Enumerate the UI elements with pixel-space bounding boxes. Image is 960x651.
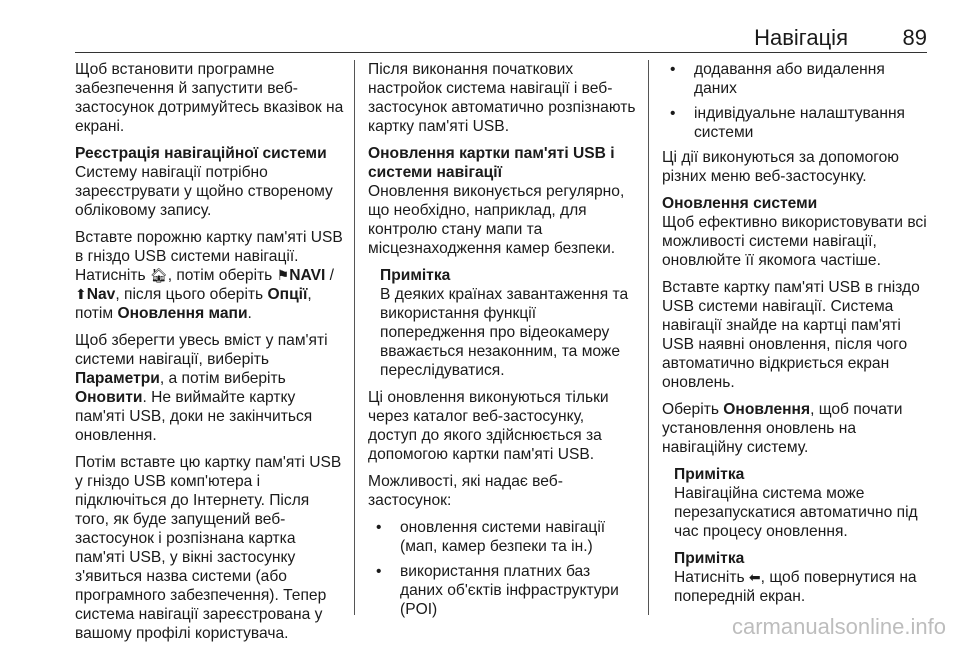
page-title: Навігація <box>754 25 848 50</box>
list-item: • використання платних баз даних об'єктів інфраструктури (POI) <box>368 562 636 619</box>
column-divider-1 <box>354 60 355 615</box>
list-item: • додавання або видалення даних <box>662 60 930 98</box>
note-text: Навігаційна система може перезапускатися автоматично під час процесу оновлення. <box>674 485 918 540</box>
paragraph: Оновлення виконується регулярно, що необхідно, наприклад, для контролю стану мапи та місцезнаходження камер безпеки. <box>368 183 625 257</box>
note-text: В деяких країнах завантаження та використання функції попередження про відеокамеру вважається незаконним, та може переслідуватися. <box>380 286 629 379</box>
paragraph: Систему навігації потрібно зареєструвати у щойно створеному обліковому запису. <box>75 164 333 219</box>
column-2 <box>368 60 636 625</box>
flag-icon: ⚑ <box>276 267 290 283</box>
paragraph: Щоб встановити програмне забезпечення й запустити веб-застосунок дотримуйтесь вказівок на екрані. <box>75 61 344 135</box>
section-heading: Оновлення картки пам'яті USB і системи навігації <box>368 145 615 181</box>
note-title: Примітка <box>674 550 745 567</box>
paragraph: Вставте картку пам'яті USB в гніздо USB системи навігації. Система навігації знайде на картці пам'яті USB наявні оновлення, після чого автоматично відкриється екран оновлень. <box>662 279 920 391</box>
paragraph: Можливості, які надає веб-застосунок: <box>368 473 563 509</box>
column-1 <box>75 60 345 651</box>
note-title: Примітка <box>674 466 745 483</box>
paragraph: Потім вставте цю картку пам'яті USB у гніздо USB комп'ютера і підключіться до Інтернету. Після того, як буде запущений веб-застосунок і розпізнана картка пам'яті USB, у вікні застосунку з'явиться назва системи (або програмного забезпечення). Тепер система навігації зареєстрована у вашому профілі користувача. <box>75 454 342 642</box>
list-item: • індивідуальне налаштування системи <box>662 104 930 142</box>
paragraph: Щоб ефективно використовувати всі можливості системи навігації, оновлюйте її якомога частіше. <box>662 214 927 269</box>
note <box>662 549 930 606</box>
column-divider-2 <box>648 60 649 615</box>
watermark: carmanualsonline.info <box>731 614 946 639</box>
paragraph: Оберіть Оновлення, щоб почати установлення оновлень на навігаційну систему. <box>662 401 903 456</box>
home-icon: 🏠︎ <box>149 267 168 283</box>
section-heading: Реєстрація навігаційної системи <box>75 145 327 162</box>
back-arrow-icon: ⬅︎ <box>748 569 761 585</box>
column-3 <box>662 60 930 614</box>
note-title: Примітка <box>380 267 451 284</box>
paragraph: Щоб зберегти увесь вміст у пам'яті системи навігації, виберіть Параметри, а потім виберіть Оновити. Не виймайте картку пам'яті USB, доки не закінчиться оновлення. <box>75 332 328 444</box>
note <box>368 266 636 380</box>
header-rule <box>75 52 927 53</box>
note-text: Натисніть ⬅︎, щоб повернутися на попередній екран. <box>674 569 917 605</box>
paragraph: Після виконання початкових настройок система навігації і веб-застосунок автоматично розпізнають картку пам'яті USB. <box>368 61 636 135</box>
paragraph: Ці дії виконуються за допомогою різних меню веб-застосунку. <box>662 149 899 185</box>
page-number: 89 <box>902 25 927 50</box>
paragraph: Вставте порожню картку пам'яті USB в гніздо USB системи навігації. Натисніть 🏠︎, потім оберіть ⚑NAVI / ⬆︎Nav, після цього оберіть Опції, потім Оновлення мапи. <box>75 229 343 322</box>
navigation-arrow-icon: ⬆︎ <box>75 286 87 302</box>
list-item: • оновлення системи навігації (мап, камер безпеки та ін.) <box>368 518 636 556</box>
page-header <box>0 0 960 52</box>
note <box>662 465 930 541</box>
section-heading: Оновлення системи <box>662 195 818 212</box>
paragraph: Ці оновлення виконуються тільки через каталог веб-застосунку, доступ до якого здійснюється за допомогою картки пам'яті USB. <box>368 389 609 463</box>
